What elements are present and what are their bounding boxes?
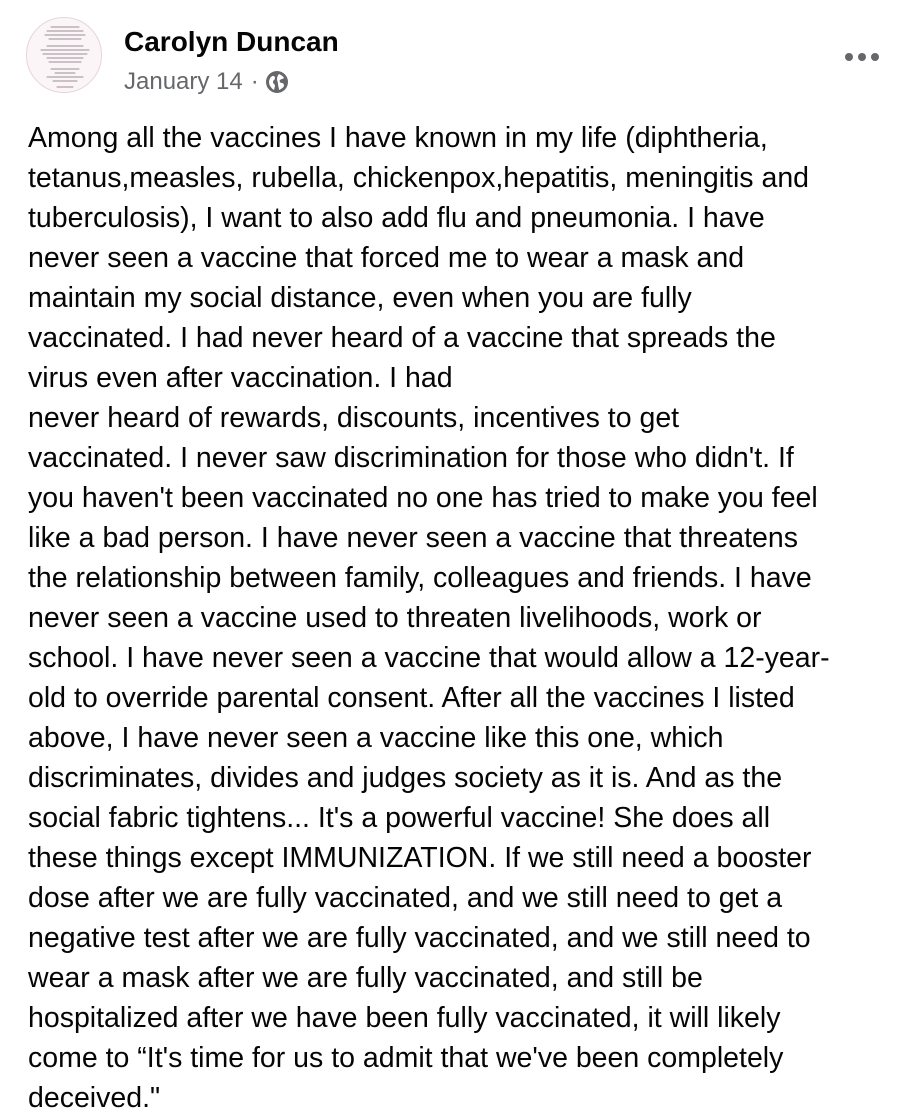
post-text-line: social fabric tightens... It's a powerful vaccine! She does all — [28, 802, 771, 834]
post-text-line: these things except IMMUNIZATION. If we still need a booster — [28, 842, 812, 874]
globe-icon[interactable] — [265, 70, 289, 94]
post-text — [28, 118, 898, 1118]
post-text-line: never seen a vaccine used to threaten livelihoods, work or — [28, 602, 762, 634]
post-text-line: never seen a vaccine that forced me to wear a mask and — [28, 242, 745, 274]
post-text-line: discriminates, divides and judges society as it is. And as the — [28, 762, 783, 794]
post-text-line: above, I have never seen a vaccine like this one, which — [28, 722, 724, 754]
author-name[interactable]: Carolyn Duncan — [124, 26, 339, 57]
post-timestamp[interactable]: January 14 — [124, 68, 243, 95]
post-meta — [124, 65, 289, 99]
post-text-line: like a bad person. I have never seen a vaccine that threatens — [28, 522, 798, 554]
post-text-line: school. I have never seen a vaccine that would allow a 12-year- — [28, 642, 830, 674]
post-text-line: hospitalized after we have been fully vaccinated, it will likely — [28, 1002, 781, 1034]
post-text-line: maintain my social distance, even when you are fully — [28, 282, 692, 314]
post-text-line: negative test after we are fully vaccinated, and we still need to — [28, 922, 811, 954]
author-avatar[interactable] — [26, 17, 102, 93]
post-text-line: dose after we are fully vaccinated, and we still need to get a — [28, 882, 783, 914]
more-options-button[interactable] — [842, 45, 882, 69]
post-text-line: vaccinated. I never saw discrimination for those who didn't. If — [28, 442, 794, 474]
more-horizontal-icon — [844, 52, 880, 62]
post-text-line: the relationship between family, colleagues and friends. I have — [28, 562, 812, 594]
poem-image-icon — [27, 18, 102, 93]
meta-separator: · — [250, 68, 259, 95]
post-text-line: come to “It's time for us to admit that we've been completely — [28, 1042, 784, 1074]
post-header — [26, 17, 896, 97]
post-text-line: old to override parental consent. After all the vaccines I listed — [28, 682, 795, 714]
post-text-line: virus even after vaccination. I had — [28, 362, 453, 394]
post-text-line: deceived." — [28, 1082, 161, 1114]
post-text-line: Among all the vaccines I have known in my life (diphtheria, — [28, 122, 768, 154]
post-text-line: wear a mask after we are fully vaccinated, and still be — [28, 962, 703, 994]
post-text-line: you haven't been vaccinated no one has tried to make you feel — [28, 482, 818, 514]
post-text-line: tuberculosis), I want to also add flu and pneumonia. I have — [28, 202, 765, 234]
post-text-line: never heard of rewards, discounts, incentives to get — [28, 402, 680, 434]
post-text-line: tetanus,measles, rubella, chickenpox,hepatitis, meningitis and — [28, 162, 810, 194]
post-text-line: vaccinated. I had never heard of a vaccine that spreads the — [28, 322, 776, 354]
